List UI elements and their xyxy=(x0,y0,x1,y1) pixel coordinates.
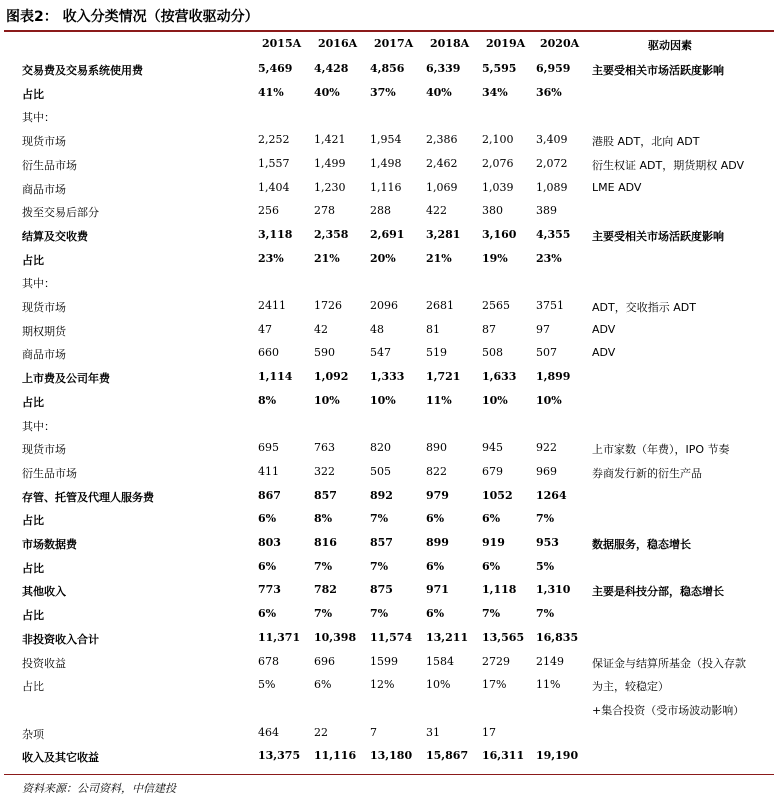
value-cell: 590 xyxy=(314,346,335,360)
value-cell: 857 xyxy=(370,536,393,549)
table-row xyxy=(0,370,779,390)
value-cell: 411 xyxy=(258,464,279,478)
year-header: 2020A xyxy=(540,37,580,50)
value-cell: 679 xyxy=(482,464,503,478)
table-row xyxy=(0,323,779,343)
value-cell: 6% xyxy=(426,512,445,526)
value-cell: 256 xyxy=(258,204,279,218)
value-cell: 97 xyxy=(536,322,550,336)
value-cell: 875 xyxy=(370,583,393,597)
value-cell: 1,089 xyxy=(536,180,568,194)
row-label: 衍生品市场 xyxy=(22,158,77,172)
value-cell: 7% xyxy=(314,559,333,573)
value-cell: 81 xyxy=(426,322,440,336)
value-cell: 1,954 xyxy=(370,133,402,147)
value-cell: 922 xyxy=(536,441,557,455)
value-cell: 2096 xyxy=(370,299,398,312)
value-cell: 857 xyxy=(314,488,337,502)
value-cell: 19,190 xyxy=(536,749,579,763)
row-label: 其中： xyxy=(22,419,55,433)
value-cell: 899 xyxy=(426,536,449,549)
table-row xyxy=(0,702,779,722)
value-cell: 660 xyxy=(258,346,279,360)
value-cell: 5% xyxy=(258,678,276,692)
value-cell: 10% xyxy=(426,678,451,692)
value-cell: 15,867 xyxy=(426,749,469,763)
year-header: 2018A xyxy=(430,37,470,50)
value-cell: 2,386 xyxy=(426,133,458,147)
value-cell: 13,375 xyxy=(258,749,301,763)
value-cell: 892 xyxy=(370,488,393,502)
row-label: 其他收入 xyxy=(22,585,66,599)
row-label: 占比 xyxy=(22,87,44,101)
value-cell: 10% xyxy=(370,393,396,407)
value-cell: 23% xyxy=(258,251,284,265)
row-label: 收入及其它收益 xyxy=(22,751,99,765)
value-cell: 1,114 xyxy=(258,370,293,384)
driver-cell: 主要是科技分部，稳态增长 xyxy=(592,585,724,599)
table-row xyxy=(0,655,779,675)
driver-cell: 主要受相关市场活跃度影响 xyxy=(592,64,724,77)
value-cell: 40% xyxy=(314,85,340,99)
value-cell: 17 xyxy=(482,725,496,739)
driver-cell: 衍生权证 ADT，期货期权 ADV xyxy=(592,158,745,172)
value-cell: 1,039 xyxy=(482,180,514,194)
value-cell: 34% xyxy=(482,85,508,99)
value-cell: 4,355 xyxy=(536,227,571,241)
value-cell: 2565 xyxy=(482,299,510,312)
table-header xyxy=(0,37,779,55)
row-label: 商品市场 xyxy=(22,348,66,362)
value-cell: 971 xyxy=(426,583,449,597)
value-cell: 6,959 xyxy=(536,62,571,75)
value-cell: 803 xyxy=(258,536,281,549)
value-cell: 1264 xyxy=(536,488,567,502)
table-row xyxy=(0,157,779,177)
value-cell: 1,633 xyxy=(482,370,517,384)
value-cell: 278 xyxy=(314,204,335,218)
driver-cell: 券商发行新的衍生产品 xyxy=(592,466,702,480)
value-cell: 1,498 xyxy=(370,156,402,170)
table-row xyxy=(0,465,779,485)
row-label: 现货市场 xyxy=(22,443,66,457)
row-label: 占比 xyxy=(22,680,44,694)
value-cell: 422 xyxy=(426,204,447,218)
value-cell: 822 xyxy=(426,464,447,478)
value-cell: 4,428 xyxy=(314,62,349,75)
value-cell: 1,557 xyxy=(258,156,290,170)
row-label: 其中： xyxy=(22,111,55,125)
row-label: 其中： xyxy=(22,277,55,291)
value-cell: 13,211 xyxy=(426,630,469,644)
value-cell: 1,333 xyxy=(370,370,405,384)
value-cell: 2149 xyxy=(536,654,564,668)
table-row xyxy=(0,441,779,461)
value-cell: 7% xyxy=(482,607,501,621)
value-cell: 7% xyxy=(314,607,333,621)
value-cell: 816 xyxy=(314,536,337,549)
row-label: 交易费及交易系统使用费 xyxy=(22,64,143,77)
table-row xyxy=(0,631,779,651)
value-cell: 16,311 xyxy=(482,749,525,763)
driver-cell: LME ADV xyxy=(592,180,642,194)
value-cell: 36% xyxy=(536,85,562,99)
row-label: 存管、托管及代理人服务费 xyxy=(22,490,154,504)
value-cell: 322 xyxy=(314,464,335,478)
value-cell: 953 xyxy=(536,536,559,549)
row-label: 杂项 xyxy=(22,727,44,741)
value-cell: 6% xyxy=(314,678,332,692)
year-header: 2017A xyxy=(374,37,414,50)
value-cell: 10,398 xyxy=(314,630,357,644)
row-label: 占比 xyxy=(22,395,44,409)
value-cell: 5% xyxy=(536,559,555,573)
value-cell: 13,565 xyxy=(482,630,525,644)
value-cell: 1,899 xyxy=(536,370,571,384)
value-cell: 5,469 xyxy=(258,62,293,75)
driver-cell: 为主，较稳定） xyxy=(592,680,669,694)
value-cell: 2681 xyxy=(426,299,454,312)
value-cell: 6% xyxy=(482,512,501,526)
value-cell: 3,409 xyxy=(536,133,568,147)
driver-cell: +集合投资（受市场波动影响） xyxy=(592,703,745,717)
table-row xyxy=(0,583,779,603)
value-cell: 7% xyxy=(370,607,389,621)
driver-header: 驱动因素 xyxy=(648,39,692,52)
value-cell: 3751 xyxy=(536,299,564,312)
value-cell: 7% xyxy=(370,559,389,573)
value-cell: 1,118 xyxy=(482,583,517,597)
value-cell: 10% xyxy=(482,393,508,407)
table-row xyxy=(0,133,779,153)
row-label: 占比 xyxy=(22,609,44,623)
value-cell: 2,462 xyxy=(426,156,458,170)
value-cell: 1726 xyxy=(314,299,342,312)
value-cell: 22 xyxy=(314,725,328,739)
row-label: 商品市场 xyxy=(22,182,66,196)
driver-cell: ADV xyxy=(592,346,616,360)
row-label: 非投资收入合计 xyxy=(22,632,99,646)
value-cell: 1,404 xyxy=(258,180,290,194)
top-rule xyxy=(4,30,774,32)
year-header: 2016A xyxy=(318,37,358,50)
value-cell: 6% xyxy=(426,607,445,621)
driver-cell: 保证金与结算所基金（投入存款 xyxy=(592,656,746,670)
value-cell: 8% xyxy=(314,512,333,526)
value-cell: 6,339 xyxy=(426,62,461,75)
table-row xyxy=(0,275,779,295)
table-row xyxy=(0,536,779,556)
value-cell: 40% xyxy=(426,85,452,99)
value-cell: 6% xyxy=(258,512,277,526)
value-cell: 42 xyxy=(314,322,328,336)
value-cell: 10% xyxy=(314,393,340,407)
table-row xyxy=(0,418,779,438)
driver-cell: ADT，交收指示 ADT xyxy=(592,301,696,314)
row-label: 投资收益 xyxy=(22,656,66,670)
value-cell: 11% xyxy=(536,678,561,692)
value-cell: 945 xyxy=(482,441,503,455)
value-cell: 979 xyxy=(426,488,449,502)
driver-cell: 上市家数（年费），IPO 节奏 xyxy=(592,443,730,457)
row-label: 占比 xyxy=(22,561,44,575)
value-cell: 21% xyxy=(426,251,452,265)
value-cell: 1,230 xyxy=(314,180,346,194)
value-cell: 17% xyxy=(482,678,507,692)
value-cell: 1,721 xyxy=(426,370,461,384)
value-cell: 2,691 xyxy=(370,227,405,241)
table-row xyxy=(0,62,779,82)
value-cell: 1,092 xyxy=(314,370,349,384)
value-cell: 4,856 xyxy=(370,62,405,75)
value-cell: 2,252 xyxy=(258,133,290,147)
value-cell: 464 xyxy=(258,725,279,739)
bottom-rule xyxy=(4,774,774,775)
value-cell: 11,116 xyxy=(314,749,357,763)
value-cell: 919 xyxy=(482,536,505,549)
value-cell: 508 xyxy=(482,346,503,360)
source-note: 资料来源：公司资料，中信建投 xyxy=(22,782,176,795)
year-header: 2015A xyxy=(262,37,302,50)
value-cell: 890 xyxy=(426,441,447,455)
value-cell: 696 xyxy=(314,654,335,668)
driver-cell: 数据服务，稳态增长 xyxy=(592,538,691,551)
row-label: 现货市场 xyxy=(22,135,66,149)
value-cell: 2,072 xyxy=(536,156,568,170)
table-row xyxy=(0,204,779,224)
value-cell: 505 xyxy=(370,464,391,478)
value-cell: 3,118 xyxy=(258,227,293,241)
value-cell: 1599 xyxy=(370,654,398,668)
value-cell: 695 xyxy=(258,441,279,455)
value-cell: 23% xyxy=(536,251,562,265)
row-label: 结算及交收费 xyxy=(22,229,88,243)
value-cell: 2,358 xyxy=(314,227,349,241)
value-cell: 41% xyxy=(258,85,284,99)
value-cell: 48 xyxy=(370,322,384,336)
value-cell: 7% xyxy=(536,512,555,526)
value-cell: 31 xyxy=(426,725,440,739)
year-header: 2019A xyxy=(486,37,526,50)
value-cell: 380 xyxy=(482,204,503,218)
value-cell: 13,180 xyxy=(370,749,413,763)
value-cell: 20% xyxy=(370,251,396,265)
value-cell: 7% xyxy=(536,607,555,621)
value-cell: 1,116 xyxy=(370,180,402,194)
value-cell: 519 xyxy=(426,346,447,360)
value-cell: 11,371 xyxy=(258,630,301,644)
value-cell: 6% xyxy=(258,559,277,573)
table-row xyxy=(0,181,779,201)
row-label: 占比 xyxy=(22,253,44,267)
value-cell: 678 xyxy=(258,654,279,668)
table-row xyxy=(0,607,779,627)
row-label: 占比 xyxy=(22,514,44,528)
value-cell: 507 xyxy=(536,346,557,360)
table-row xyxy=(0,228,779,248)
value-cell: 389 xyxy=(536,204,557,218)
table-row xyxy=(0,512,779,532)
value-cell: 11,574 xyxy=(370,630,413,644)
value-cell: 1584 xyxy=(426,654,454,668)
table-row xyxy=(0,678,779,698)
table-row xyxy=(0,299,779,319)
table-row xyxy=(0,489,779,509)
driver-cell: 港股 ADT，北向 ADT xyxy=(592,135,700,149)
value-cell: 969 xyxy=(536,464,557,478)
value-cell: 763 xyxy=(314,441,335,455)
value-cell: 47 xyxy=(258,322,272,336)
row-label: 衍生品市场 xyxy=(22,466,77,480)
value-cell: 6% xyxy=(258,607,277,621)
value-cell: 867 xyxy=(258,488,281,502)
value-cell: 5,595 xyxy=(482,62,517,75)
value-cell: 1,069 xyxy=(426,180,458,194)
value-cell: 6% xyxy=(426,559,445,573)
value-cell: 547 xyxy=(370,346,391,360)
table-row xyxy=(0,726,779,746)
value-cell: 288 xyxy=(370,204,391,218)
value-cell: 19% xyxy=(482,251,508,265)
value-cell: 8% xyxy=(258,393,277,407)
value-cell: 12% xyxy=(370,678,395,692)
value-cell: 2411 xyxy=(258,299,286,312)
value-cell: 820 xyxy=(370,441,391,455)
value-cell: 2,100 xyxy=(482,133,514,147)
value-cell: 2729 xyxy=(482,654,510,668)
table-row xyxy=(0,109,779,129)
row-label: 拨至交易后部分 xyxy=(22,206,99,220)
value-cell: 21% xyxy=(314,251,340,265)
value-cell: 7% xyxy=(370,512,389,526)
table-row xyxy=(0,346,779,366)
value-cell: 1,421 xyxy=(314,133,346,147)
driver-cell: ADV xyxy=(592,322,616,336)
driver-cell: 主要受相关市场活跃度影响 xyxy=(592,229,724,243)
table-row xyxy=(0,252,779,272)
row-label: 上市费及公司年费 xyxy=(22,372,110,386)
value-cell: 11% xyxy=(426,393,452,407)
value-cell: 773 xyxy=(258,583,281,597)
value-cell: 16,835 xyxy=(536,630,579,644)
value-cell: 1,310 xyxy=(536,583,571,597)
value-cell: 7 xyxy=(370,725,377,739)
table-row xyxy=(0,86,779,106)
value-cell: 3,160 xyxy=(482,227,517,241)
row-label: 市场数据费 xyxy=(22,538,77,551)
value-cell: 6% xyxy=(482,559,501,573)
table-row xyxy=(0,560,779,580)
value-cell: 3,281 xyxy=(426,227,461,241)
row-label: 现货市场 xyxy=(22,301,66,314)
value-cell: 1,499 xyxy=(314,156,346,170)
value-cell: 1052 xyxy=(482,488,513,502)
value-cell: 782 xyxy=(314,583,337,597)
value-cell: 10% xyxy=(536,393,562,407)
value-cell: 87 xyxy=(482,322,496,336)
figure-title: 图表2： 收入分类情况（按营收驱动分） xyxy=(6,9,259,25)
value-cell: 2,076 xyxy=(482,156,514,170)
table-row xyxy=(0,394,779,414)
row-label: 期权期货 xyxy=(22,324,66,338)
table-row xyxy=(0,749,779,769)
value-cell: 37% xyxy=(370,85,396,99)
